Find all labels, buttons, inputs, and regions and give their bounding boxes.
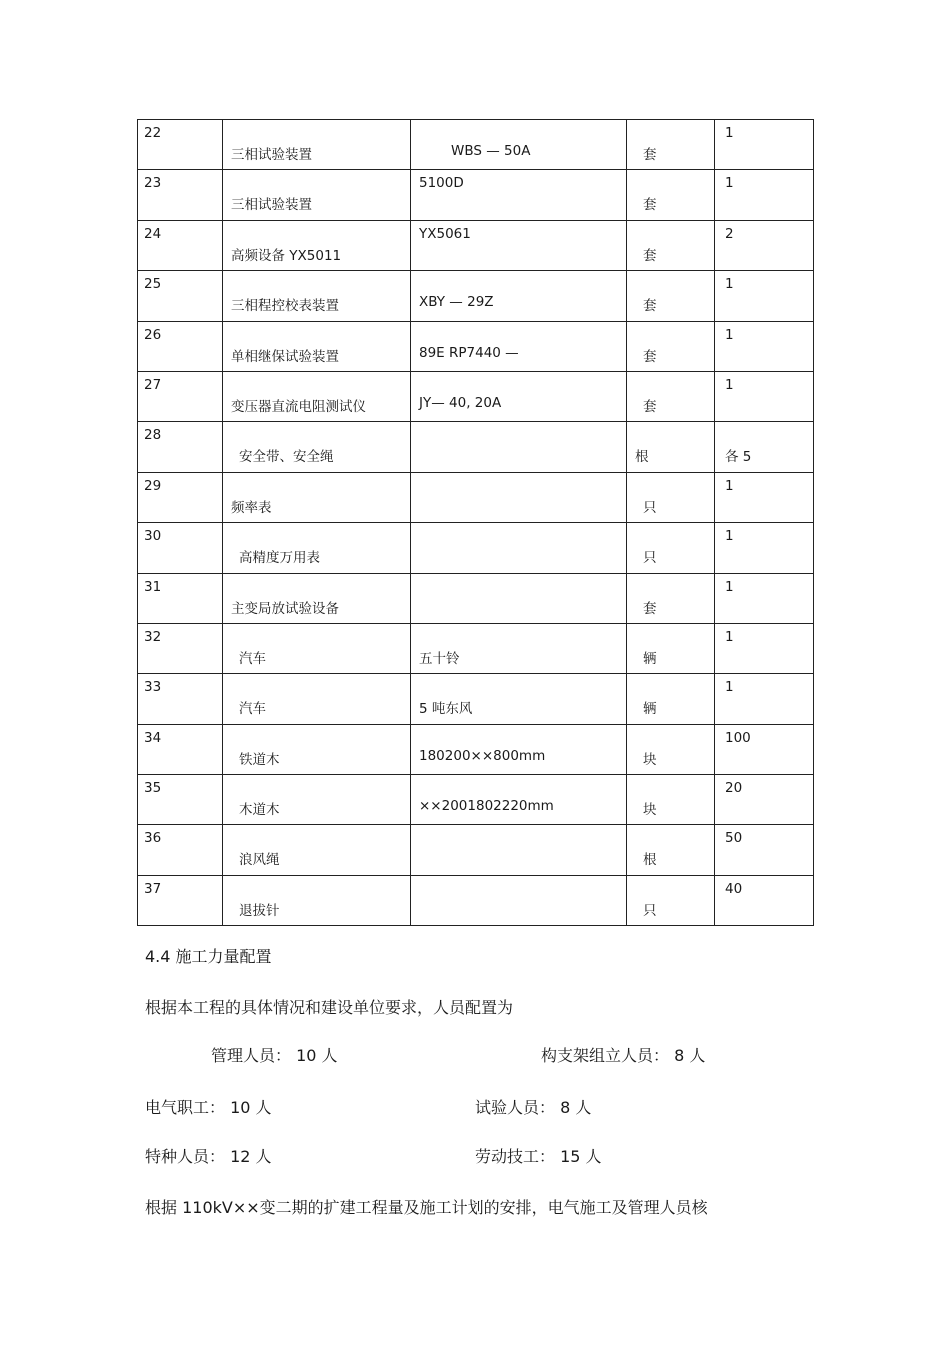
staff-electrical: 电气职工： 10 人	[145, 1098, 272, 1117]
equipment-name-cell	[223, 775, 411, 825]
equipment-unit: 辆	[643, 650, 657, 667]
equipment-spec: 5100D	[419, 175, 464, 192]
equipment-spec-cell	[411, 321, 627, 371]
equipment-spec: 五十铃	[419, 650, 460, 667]
equipment-qty: 20	[725, 780, 743, 797]
equipment-qty: 1	[725, 679, 734, 696]
equipment-name-cell	[223, 170, 411, 220]
equipment-qty-cell	[715, 321, 814, 371]
row-number: 33	[144, 679, 162, 696]
row-number-cell	[138, 724, 223, 774]
equipment-qty-cell	[715, 825, 814, 875]
row-number: 30	[144, 528, 162, 545]
equipment-qty-cell	[715, 724, 814, 774]
table-row	[138, 321, 814, 371]
equipment-qty: 1	[725, 125, 734, 141]
equipment-qty: 1	[725, 376, 734, 393]
equipment-qty-cell	[715, 271, 814, 321]
equipment-qty-cell	[715, 623, 814, 673]
equipment-qty-cell	[715, 875, 814, 925]
equipment-name-cell	[223, 371, 411, 421]
row-number-cell	[138, 271, 223, 321]
row-number: 23	[144, 175, 162, 192]
equipment-unit-cell	[627, 775, 715, 825]
equipment-name: 木道木	[239, 802, 280, 819]
equipment-name: 浪风绳	[239, 852, 280, 869]
equipment-qty: 1	[725, 175, 734, 192]
row-number-cell	[138, 573, 223, 623]
equipment-spec-cell	[411, 724, 627, 774]
intro-paragraph: 根据本工程的具体情况和建设单位要求，人员配置为	[145, 998, 514, 1017]
equipment-table	[137, 119, 814, 926]
row-number: 27	[144, 376, 162, 393]
equipment-spec-cell	[411, 825, 627, 875]
equipment-name: 铁道木	[239, 751, 280, 768]
equipment-spec-cell	[411, 674, 627, 724]
table-row	[138, 825, 814, 875]
staff-management: 管理人员： 10 人	[211, 1046, 338, 1065]
equipment-unit: 只	[643, 902, 657, 919]
staff-labor: 劳动技工： 15 人	[475, 1147, 602, 1166]
equipment-spec-cell	[411, 170, 627, 220]
equipment-qty: 1	[725, 276, 734, 293]
row-number-cell	[138, 775, 223, 825]
table-row	[138, 523, 814, 573]
equipment-spec: 5 吨东风	[419, 701, 473, 718]
equipment-unit-cell	[627, 472, 715, 522]
equipment-name-cell	[223, 271, 411, 321]
equipment-name: 汽车	[239, 650, 266, 667]
table-row	[138, 220, 814, 270]
row-number-cell	[138, 220, 223, 270]
equipment-qty-cell	[715, 472, 814, 522]
equipment-spec-cell	[411, 472, 627, 522]
row-number: 36	[144, 830, 162, 847]
equipment-qty-cell	[715, 674, 814, 724]
row-number: 34	[144, 729, 162, 746]
equipment-spec: YX5061	[419, 225, 471, 242]
equipment-spec: JY— 40, 20A	[419, 394, 502, 411]
equipment-unit-cell	[627, 170, 715, 220]
equipment-unit-cell	[627, 422, 715, 472]
equipment-qty: 各 5	[725, 449, 752, 466]
equipment-qty-cell	[715, 220, 814, 270]
equipment-name-cell	[223, 573, 411, 623]
equipment-unit: 套	[643, 398, 657, 415]
equipment-qty: 1	[725, 326, 734, 343]
closing-paragraph: 根据 110kV××变二期的扩建工程量及施工计划的安排，电气施工及管理人员核	[145, 1198, 708, 1217]
row-number-cell	[138, 120, 223, 170]
equipment-unit-cell	[627, 271, 715, 321]
equipment-name: 变压器直流电阻测试仪	[231, 398, 366, 415]
equipment-unit: 套	[643, 197, 657, 214]
equipment-name-cell	[223, 674, 411, 724]
equipment-spec-cell	[411, 120, 627, 170]
equipment-qty-cell	[715, 422, 814, 472]
equipment-qty-cell	[715, 120, 814, 170]
equipment-spec-cell	[411, 422, 627, 472]
equipment-unit-cell	[627, 321, 715, 371]
equipment-spec-cell	[411, 573, 627, 623]
equipment-name: 退拔针	[239, 902, 280, 919]
row-number-cell	[138, 472, 223, 522]
row-number: 26	[144, 326, 162, 343]
equipment-name-cell	[223, 120, 411, 170]
equipment-table-body	[138, 120, 814, 926]
equipment-qty-cell	[715, 371, 814, 421]
table-row	[138, 120, 814, 170]
equipment-unit: 根	[635, 449, 649, 466]
equipment-name-cell	[223, 724, 411, 774]
equipment-unit: 块	[643, 751, 657, 768]
row-number-cell	[138, 422, 223, 472]
equipment-unit: 辆	[643, 701, 657, 718]
equipment-qty: 40	[725, 880, 743, 897]
table-row	[138, 371, 814, 421]
equipment-qty: 1	[725, 628, 734, 645]
equipment-qty: 100	[725, 729, 751, 746]
row-number-cell	[138, 170, 223, 220]
equipment-spec: WBS — 50A	[451, 143, 531, 159]
equipment-unit-cell	[627, 875, 715, 925]
equipment-spec-cell	[411, 775, 627, 825]
table-row	[138, 875, 814, 925]
equipment-name-cell	[223, 321, 411, 371]
row-number: 28	[144, 427, 162, 444]
equipment-name-cell	[223, 472, 411, 522]
table-row	[138, 775, 814, 825]
equipment-name: 单相继保试验装置	[231, 348, 339, 365]
row-number-cell	[138, 875, 223, 925]
equipment-spec-cell	[411, 875, 627, 925]
equipment-unit: 套	[643, 600, 657, 617]
staff-special: 特种人员： 12 人	[145, 1147, 272, 1166]
row-number-cell	[138, 623, 223, 673]
equipment-qty: 2	[725, 225, 734, 242]
equipment-qty: 50	[725, 830, 743, 847]
equipment-unit: 套	[643, 147, 657, 163]
equipment-unit-cell	[627, 120, 715, 170]
table-row	[138, 573, 814, 623]
table-row	[138, 674, 814, 724]
equipment-spec: 89E RP7440 —	[419, 344, 519, 361]
equipment-unit: 套	[643, 247, 657, 264]
equipment-qty: 1	[725, 528, 734, 545]
equipment-qty-cell	[715, 775, 814, 825]
equipment-unit: 套	[643, 298, 657, 315]
equipment-qty: 1	[725, 578, 734, 595]
equipment-spec: ××2001802220mm	[419, 798, 554, 815]
equipment-qty-cell	[715, 573, 814, 623]
equipment-spec: 180200××800mm	[419, 747, 546, 764]
table-row	[138, 422, 814, 472]
row-number-cell	[138, 371, 223, 421]
equipment-name: 高频设备 YX5011	[231, 247, 342, 264]
equipment-name: 三相试验装置	[231, 197, 312, 214]
equipment-unit: 套	[643, 348, 657, 365]
equipment-qty-cell	[715, 170, 814, 220]
equipment-spec-cell	[411, 220, 627, 270]
table-row	[138, 170, 814, 220]
equipment-name-cell	[223, 825, 411, 875]
equipment-unit: 只	[643, 499, 657, 516]
equipment-unit-cell	[627, 674, 715, 724]
equipment-name: 频率表	[231, 499, 272, 516]
equipment-name-cell	[223, 875, 411, 925]
equipment-name: 三相试验装置	[231, 147, 312, 163]
equipment-name: 安全带、安全绳	[239, 449, 334, 466]
row-number: 22	[144, 125, 162, 141]
equipment-name-cell	[223, 220, 411, 270]
equipment-unit-cell	[627, 825, 715, 875]
section-title: 4.4 施工力量配置	[145, 947, 272, 966]
equipment-name-cell	[223, 523, 411, 573]
equipment-name: 汽车	[239, 701, 266, 718]
equipment-unit-cell	[627, 623, 715, 673]
equipment-qty: 1	[725, 477, 734, 494]
row-number: 32	[144, 628, 162, 645]
table-row	[138, 271, 814, 321]
equipment-name: 高精度万用表	[239, 550, 320, 567]
equipment-unit: 块	[643, 802, 657, 819]
table-row	[138, 724, 814, 774]
equipment-spec-cell	[411, 371, 627, 421]
row-number: 25	[144, 276, 162, 293]
table-row	[138, 472, 814, 522]
equipment-unit: 只	[643, 550, 657, 567]
equipment-spec-cell	[411, 623, 627, 673]
row-number: 24	[144, 225, 162, 242]
equipment-name: 主变局放试验设备	[231, 600, 339, 617]
row-number: 29	[144, 477, 162, 494]
equipment-name: 三相程控校表装置	[231, 298, 339, 315]
equipment-unit-cell	[627, 220, 715, 270]
table-row	[138, 623, 814, 673]
row-number: 31	[144, 578, 162, 595]
row-number-cell	[138, 321, 223, 371]
staff-testing: 试验人员： 8 人	[475, 1098, 592, 1117]
equipment-name-cell	[223, 422, 411, 472]
equipment-spec: XBY — 29Z	[419, 294, 494, 311]
equipment-name-cell	[223, 623, 411, 673]
equipment-unit-cell	[627, 573, 715, 623]
equipment-qty-cell	[715, 523, 814, 573]
equipment-spec-cell	[411, 523, 627, 573]
equipment-spec-cell	[411, 271, 627, 321]
row-number-cell	[138, 523, 223, 573]
equipment-unit: 根	[643, 852, 657, 869]
equipment-unit-cell	[627, 523, 715, 573]
row-number: 37	[144, 880, 162, 897]
row-number-cell	[138, 674, 223, 724]
equipment-unit-cell	[627, 371, 715, 421]
row-number-cell	[138, 825, 223, 875]
equipment-unit-cell	[627, 724, 715, 774]
staff-frame-assembly: 构支架组立人员： 8 人	[541, 1046, 706, 1065]
row-number: 35	[144, 780, 162, 797]
